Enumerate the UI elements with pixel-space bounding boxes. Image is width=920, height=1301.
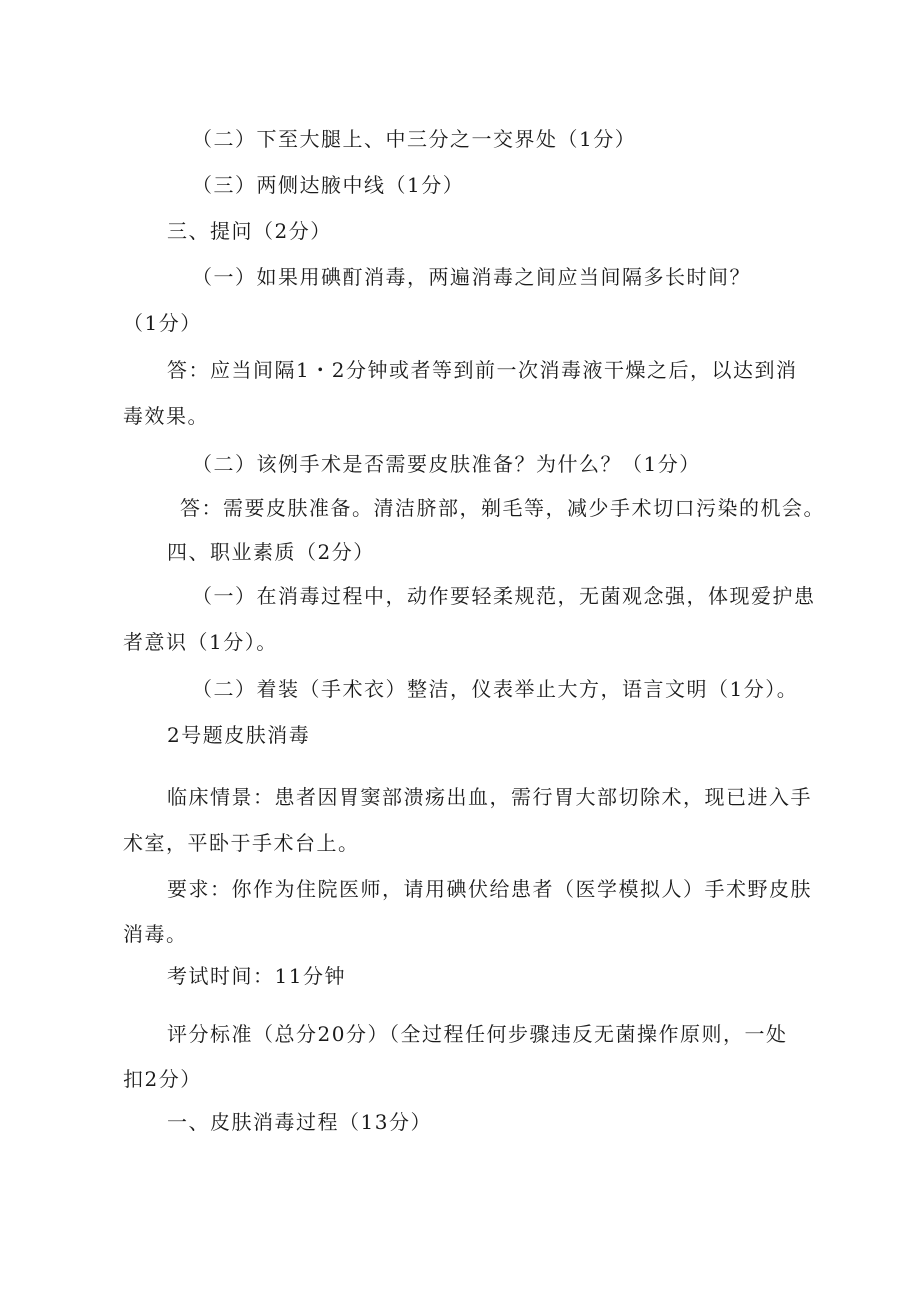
scoring-criteria-line-1: 评分标准（总分20分）（全过程任何步骤违反无菌操作原则，一处	[167, 1022, 788, 1046]
question-1: （一）如果用碘酊消毒，两遍消毒之间应当间隔多长时间？	[192, 265, 751, 289]
quality-1-line-2: 者意识（1分）。	[123, 630, 278, 654]
exam-time: 考试时间：11分钟	[167, 964, 346, 988]
answer-1-line-1: 答：应当间隔1・2分钟或者等到前一次消毒液干燥之后，以达到消	[167, 358, 798, 382]
topic-title: 2号题皮肤消毒	[167, 723, 311, 747]
section-heading-3: 三、提问（2分）	[167, 219, 332, 243]
text-line-1: （二）下至大腿上、中三分之一交界处（1分）	[192, 127, 637, 151]
requirement-line-2: 消毒。	[123, 922, 188, 946]
section-heading-1: 一、皮肤消毒过程（13分）	[167, 1110, 432, 1134]
answer-2: 答：需要皮肤准备。清洁脐部，剃毛等，减少手术切口污染的机会。	[180, 496, 825, 520]
scoring-criteria-line-2: 扣2分）	[123, 1067, 202, 1091]
quality-2: （二）着装（手术衣）整洁，仪表举止大方，语言文明（1分）。	[192, 677, 799, 701]
section-heading-4: 四、职业素质（2分）	[167, 540, 375, 564]
answer-1-line-2: 毒效果。	[123, 404, 209, 428]
requirement-line-1: 要求：你作为住院医师，请用碘伏给患者（医学模拟人）手术野皮肤	[167, 877, 812, 901]
question-1-score: （1分）	[123, 311, 202, 335]
clinical-scenario-line-1: 临床情景：患者因胃窦部溃疡出血，需行胃大部切除术，现已进入手	[167, 785, 812, 809]
text-line-2: （三）两侧达腋中线（1分）	[192, 173, 465, 197]
quality-1-line-1: （一）在消毒过程中，动作要轻柔规范，无菌观念强，体现爱护患	[192, 584, 816, 608]
clinical-scenario-line-2: 术室，平卧于手术台上。	[123, 831, 360, 855]
question-2: （二）该例手术是否需要皮肤准备？为什么？（1分）	[192, 452, 701, 476]
